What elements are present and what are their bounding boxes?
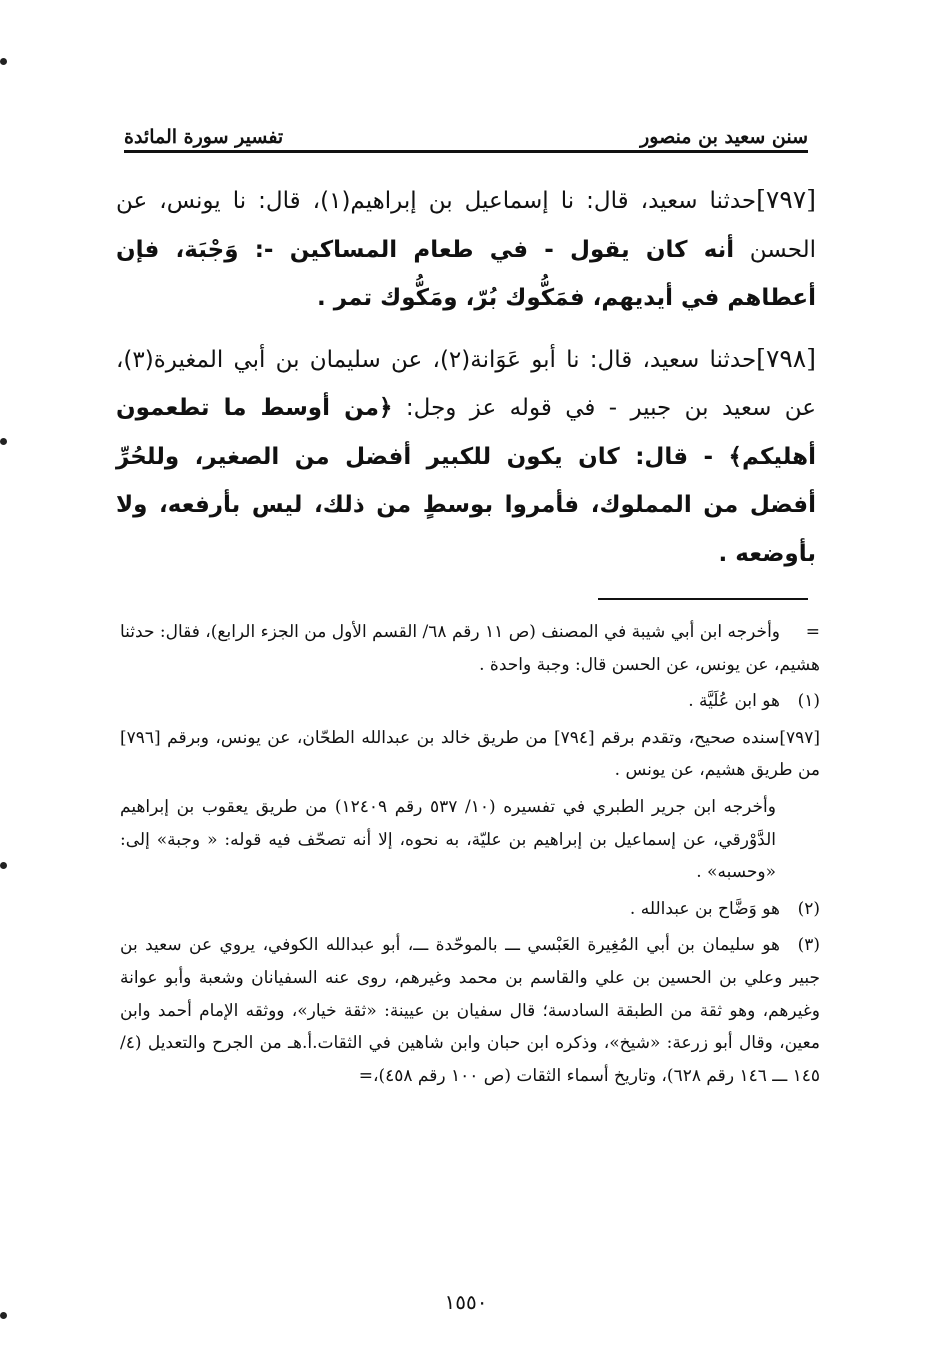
header-book-title: سنن سعيد بن منصور xyxy=(640,126,808,148)
entry-number: [٧٩٨] xyxy=(756,343,816,373)
entry-matn-text: ﴿من أوسط ما تطعمون أهليكم﴾ - قال: كان يكون للكبير أفضل من الصغير، وللحُرِّ أفضل من المملوك، فأمروا بوسطٍ من ذلك، ليس بأرفعه، ولا بأوضعه . xyxy=(116,395,816,567)
footnote-1 xyxy=(120,685,820,718)
footnote-marker: = xyxy=(805,622,820,642)
scan-mark xyxy=(0,1312,7,1319)
hadith-entry-797 xyxy=(116,176,816,323)
footnote-3 xyxy=(120,929,820,1092)
entry-chain-text: حدثنا سعيد، قال: نا إسماعيل بن إبراهيم(١)، قال: نا يونس، عن الحسن xyxy=(116,188,816,263)
footnote-2 xyxy=(120,893,820,926)
footnote-797-continued xyxy=(120,791,820,889)
footnote-marker: (٢) xyxy=(797,898,820,919)
scan-mark xyxy=(0,862,7,869)
footnote-text: سنده صحيح، وتقدم برقم [٧٩٤] من طريق خالد بن عبدالله الطحّان، عن يونس، وبرقم [٧٩٦] من طريق هشيم، عن يونس . xyxy=(120,727,820,781)
running-header xyxy=(124,108,808,148)
footnote-text: هو ابن عُلَيَّة . xyxy=(688,691,780,712)
header-divider xyxy=(124,150,808,153)
scan-mark xyxy=(0,58,7,65)
entry-chain-text: حدثنا سعيد، قال: نا أبو عَوَانة(٢)، عن سليمان بن أبي المغيرة(٣)، عن سعيد بن جبير - في قوله عز وجل: xyxy=(116,346,816,421)
footnotes xyxy=(120,616,820,1096)
footnote-marker: (٣) xyxy=(797,935,820,956)
footnote-divider xyxy=(598,598,808,600)
footnote-marker: (١) xyxy=(797,691,820,712)
header-section-title: تفسير سورة المائدة xyxy=(124,126,284,148)
hadith-entry-798 xyxy=(116,335,816,579)
entry-number: [٧٩٧] xyxy=(756,185,816,214)
footnote-text: وأخرجه ابن أبي شيبة في المصنف (ص ١١ رقم ٦٨/ القسم الأول من الجزء الرابع)، فقال: حدثنا هشيم، عن يونس، عن الحسن قال: وجبة واحدة . xyxy=(120,622,820,675)
footnote-marker: [٧٩٧] xyxy=(779,727,820,748)
main-text xyxy=(116,176,816,590)
entry-matn-text: أنه كان يقول - في طعام المساكين -: وَجْبَة، فإن أعطاهم في أيديهم، فمَكُّوك بُرّ، ومَكُّوك تمر . xyxy=(116,236,816,311)
footnote-text: وأخرجه ابن جرير الطبري في تفسيره (١٠/ ٥٣٧ رقم ١٢٤٠٩) من طريق يعقوب بن إبراهيم الدَّوْرقي، عن إسماعيل بن إبراهيم بن عليّة، به نحوه، إلا أنه تصحّف فيه قوله: « وجبة» إلى: «وحسبه» . xyxy=(120,796,776,883)
footnote-text: هو سليمان بن أبي المُغِيرة العَبْسي ـــ بالموحّدة ـــ، أبو عبدالله الكوفي، يروي عن سعيد بن جبير وعلي بن الحسين بن علي والقاسم بن محمد وغيرهم، روى عنه السفيانان وشعبة وأبو عوانة وغيرهم، وهو ثقة من الطبقة السادسة؛ قال سفيان بن عيينة: «ثقة خيار»، ووثقه الإمام أحمد وابن معين، وقال أبو زرعة: «شيخ»، وذكره ابن حبان وابن شاهين في الثقات.أ.هـ من الجرح والتعديل (٤/ ١٤٥ ـــ ١٤٦ رقم ٦٢٨)، وتاريخ أسماء الثقات (ص ١٠٠ رقم ٤٥٨)،= xyxy=(120,935,820,1086)
scan-mark xyxy=(0,438,7,445)
page-number: ١٥٥٠ xyxy=(444,1290,488,1314)
footnote-797 xyxy=(120,722,820,787)
footnote-continued xyxy=(120,616,820,681)
footnote-text: هو وَضَّاح بن عبدالله . xyxy=(629,898,780,919)
